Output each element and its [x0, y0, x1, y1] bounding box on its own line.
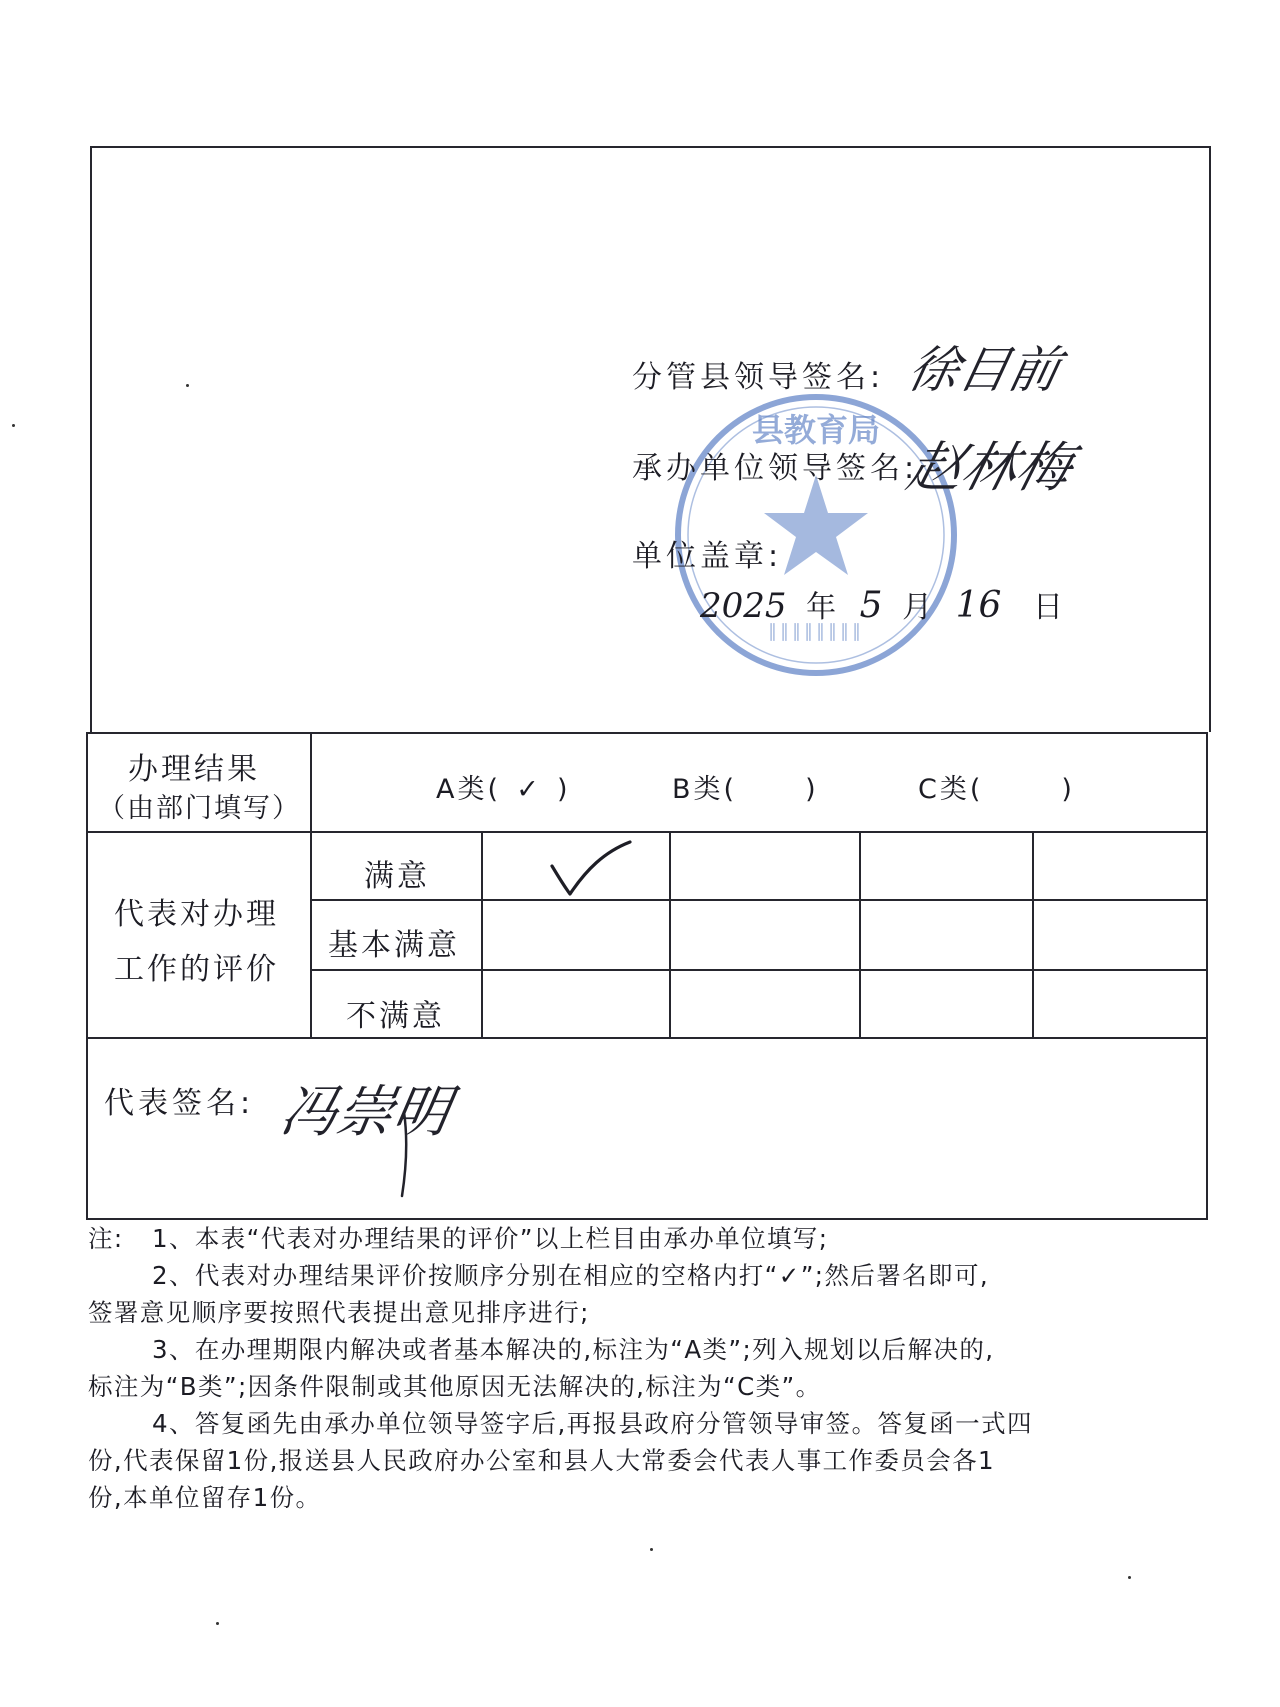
result-option-c-close: ) — [1061, 774, 1075, 805]
evaluation-label-line2: 工作的评价 — [114, 952, 279, 987]
date-month: 5 — [859, 585, 883, 626]
result-option-b-close: ) — [805, 774, 819, 805]
scan-speck — [1128, 1576, 1131, 1579]
reply-date — [700, 582, 1063, 626]
date-year: 2025 — [700, 586, 787, 626]
representative-handwritten-signature: 冯崇明 — [275, 1080, 455, 1145]
result-option-c — [918, 767, 1075, 806]
result-label: 办理结果 — [128, 752, 260, 787]
note-item-4-line-1: 4、答复函先由承办单位领导签字后,再报县政府分管领导审签。答复函一式四 — [152, 1409, 1033, 1438]
note-item-2-line-2: 签署意见顺序要按照代表提出意见排序进行; — [88, 1298, 590, 1327]
result-option-a-label: A类( — [436, 774, 502, 805]
date-month-suffix: 月 — [902, 590, 933, 625]
note-item-2-line-1: 2、代表对办理结果评价按顺序分别在相应的空格内打“✓”;然后署名即可, — [152, 1261, 990, 1290]
svg-text:∥∥∥∥∥∥∥∥: ∥∥∥∥∥∥∥∥ — [768, 621, 864, 642]
result-option-a-close: ) — [557, 774, 571, 805]
leader-handwritten-signature: 徐目前 — [902, 341, 1066, 399]
date-day: 16 — [955, 585, 1002, 626]
result-option-c-label: C类( — [918, 774, 984, 805]
date-day-suffix: 日 — [1032, 590, 1063, 625]
note-item-4-line-2: 份,代表保留1份,报送县人民政府办公室和县人大常委会代表人事工作委员会各1 — [88, 1446, 996, 1475]
scan-speck — [186, 384, 189, 387]
evaluation-row-basically-satisfied: 基本满意 — [328, 928, 460, 963]
unit-leader-handwritten-signature: 赵林梅 — [901, 436, 1079, 499]
scan-speck — [216, 1622, 219, 1625]
evaluation-row-unsatisfied: 不满意 — [346, 999, 445, 1034]
note-item-3-line-2: 标注为“B类”;因条件限制或其他原因无法解决的,标注为“C类”。 — [88, 1372, 822, 1401]
svg-text:县教育局: 县教育局 — [751, 411, 881, 449]
evaluation-row-satisfied: 满意 — [364, 859, 430, 894]
representative-signature-label: 代表签名: — [104, 1086, 255, 1121]
leader-signature-label: 分管县领导签名: — [632, 360, 885, 395]
form-notes — [88, 1220, 1193, 1516]
result-option-a-mark: ✓ — [516, 774, 542, 805]
evaluation-label-line1: 代表对办理 — [114, 897, 279, 932]
notes-prefix: 注: — [88, 1224, 124, 1253]
scan-speck — [650, 1548, 653, 1551]
note-item-1 — [88, 1220, 1193, 1257]
result-option-a — [436, 767, 571, 806]
date-year-suffix: 年 — [806, 590, 837, 625]
note-item-4-line-3: 份,本单位留存1份。 — [88, 1483, 322, 1512]
signature-tail-stroke — [396, 1110, 416, 1200]
unit-seal-label: 单位盖章: — [632, 539, 783, 574]
result-option-b — [672, 767, 819, 806]
result-label-note: （由部门填写） — [98, 793, 301, 824]
scan-speck — [12, 424, 15, 427]
note-item-3-line-1: 3、在办理期限内解决或者基本解决的,标注为“A类”;列入规划以后解决的, — [152, 1335, 995, 1364]
satisfied-check-mark — [540, 836, 640, 900]
unit-leader-signature-label: 承办单位领导签名: — [632, 451, 919, 486]
note-item-1-text: 1、本表“代表对办理结果的评价”以上栏目由承办单位填写; — [152, 1224, 829, 1253]
result-option-b-label: B类( — [672, 774, 738, 805]
